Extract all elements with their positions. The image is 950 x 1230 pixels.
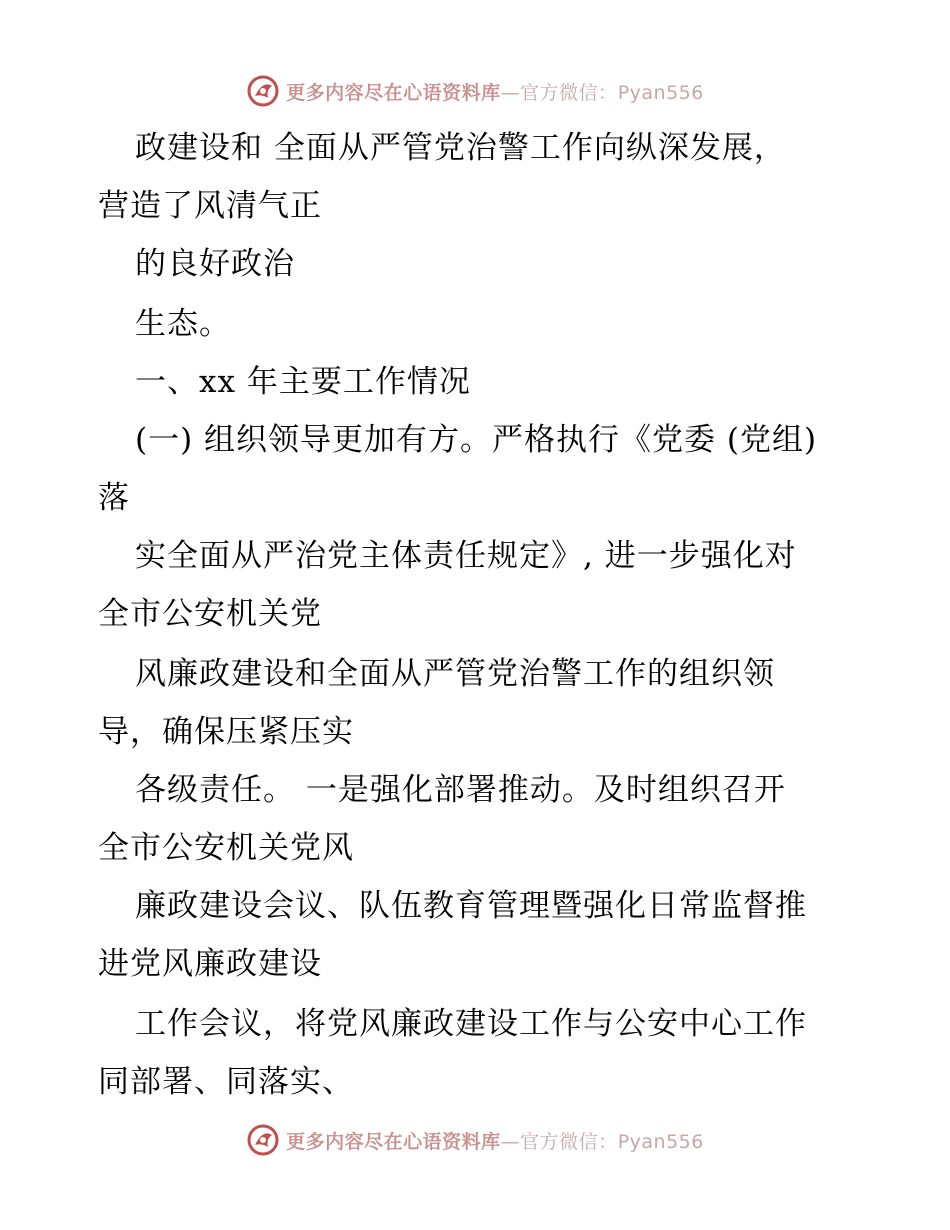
banner-wechat-label: 官方微信： xyxy=(520,1130,618,1153)
paragraph-line: 政建设和 全面从严管党治警工作向纵深发展， xyxy=(135,130,786,166)
paragraph-line: 廉政建设会议、队伍教育管理暨强化日常监督推 xyxy=(135,888,807,924)
section-heading: 一、xx 年主要工作情况 xyxy=(135,364,471,400)
paragraph-line: 同部署、同落实、 xyxy=(98,1064,354,1100)
banner-wechat-id: Pyan556 xyxy=(617,1130,704,1153)
banner-main-text: 更多内容尽在心语资料库 xyxy=(286,81,501,104)
paragraph-line: 导，确保压紧压实 xyxy=(98,714,354,750)
paragraph-line: 落 xyxy=(98,480,130,516)
paragraph-line: 进党风廉政建设 xyxy=(98,946,322,982)
paragraph-line: 全市公安机关党风 xyxy=(98,830,354,866)
paragraph-line: 实全面从严治党主体责任规定》, 进一步强化对 xyxy=(135,538,797,574)
footer-watermark-banner xyxy=(0,1120,950,1160)
paragraph-line: 各级责任。 一是强化部署推动。及时组织召开 xyxy=(135,772,786,808)
brand-logo-icon xyxy=(246,74,280,108)
paragraph-line: 风廉政建设和全面从严管党治警工作的组织领 xyxy=(135,656,775,692)
paragraph-line: 工作会议，将党风廉政建设工作与公安中心工作 xyxy=(135,1006,807,1042)
brand-logo-icon xyxy=(246,1123,280,1157)
banner-dash: — xyxy=(500,81,521,104)
paragraph-line: (一) 组织领导更加有方。严格执行《党委 (党组) xyxy=(135,422,818,458)
banner-main-text: 更多内容尽在心语资料库 xyxy=(286,1130,501,1153)
paragraph-line: 生态。 xyxy=(135,306,231,342)
paragraph-line: 全市公安机关党 xyxy=(98,596,322,632)
banner-wechat-label: 官方微信： xyxy=(520,81,618,104)
banner-wechat-id: Pyan556 xyxy=(617,81,704,104)
banner-dash: — xyxy=(500,1130,521,1153)
paragraph-line: 营造了风清气正 xyxy=(98,188,322,224)
paragraph-line: 的良好政治 xyxy=(135,246,295,282)
header-watermark-banner xyxy=(0,71,950,111)
